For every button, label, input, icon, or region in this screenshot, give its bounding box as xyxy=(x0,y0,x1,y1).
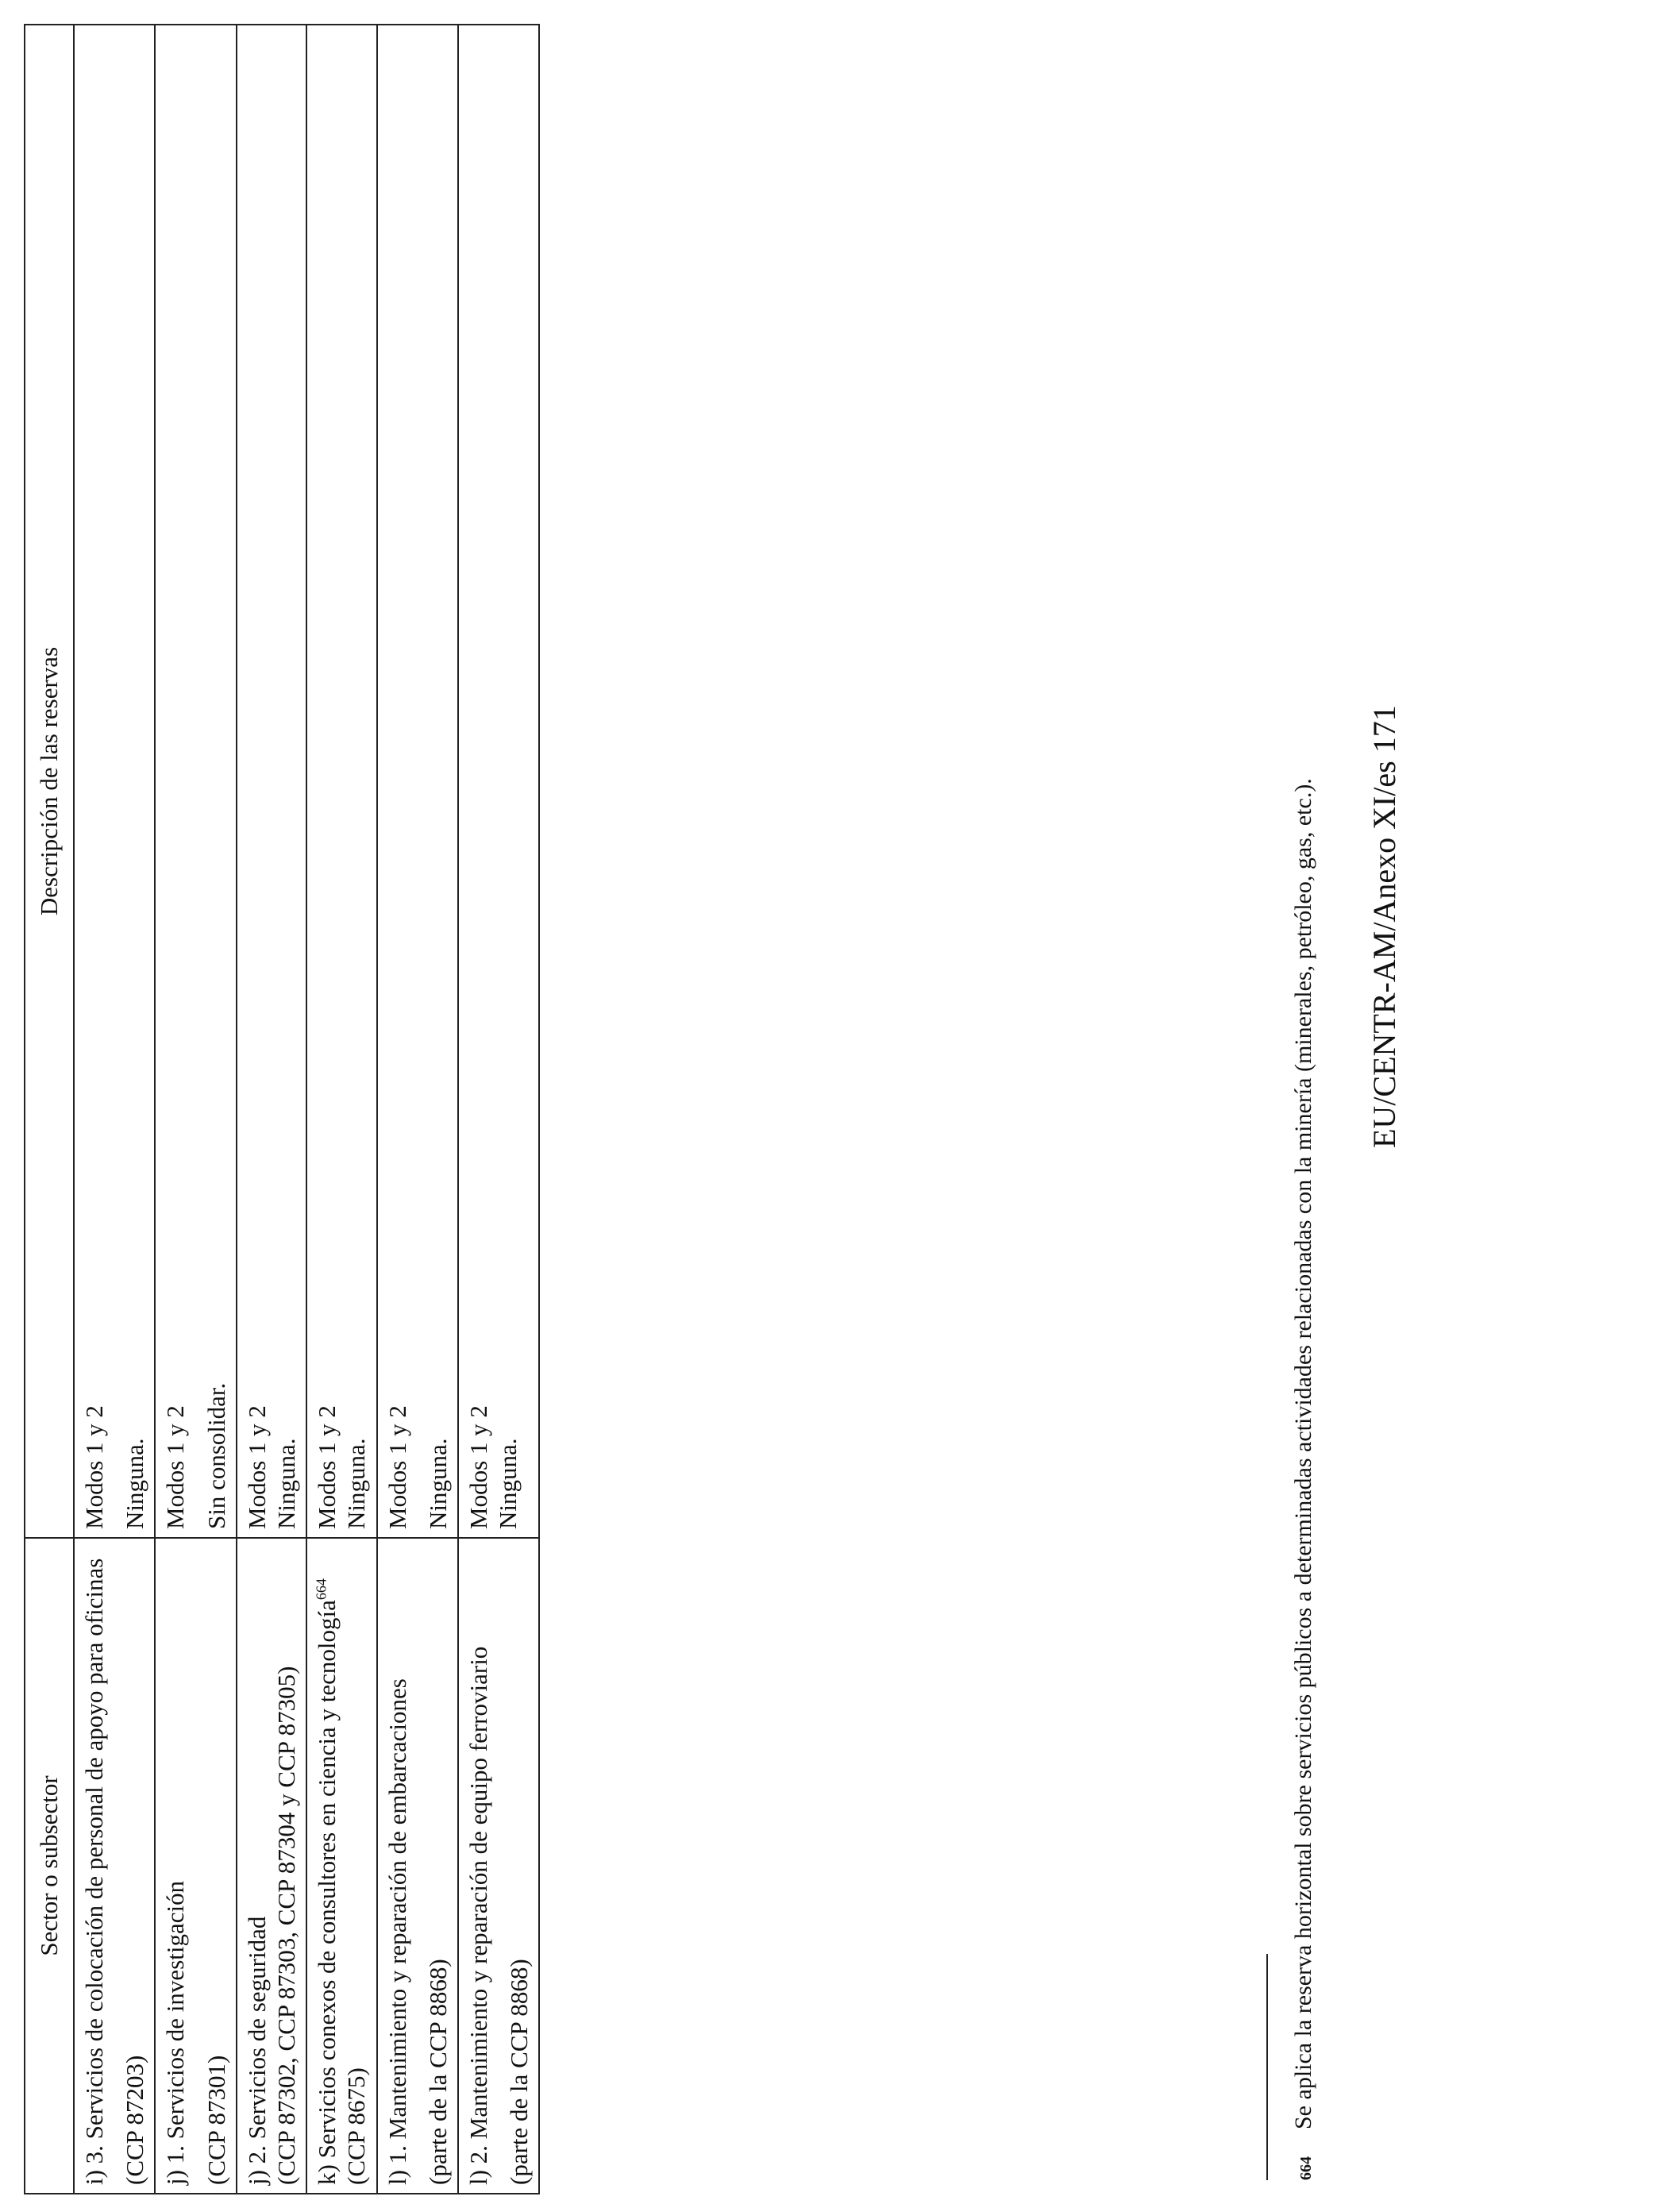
footnote-number: 664 xyxy=(1297,2156,1315,2180)
footnote xyxy=(1290,778,1317,2180)
modes-label: Modos 1 y 2 xyxy=(383,1405,411,1529)
sector-cell xyxy=(377,1538,458,2194)
description-cell xyxy=(155,1222,236,1538)
sector-title: l) 1. Mantenimiento y reparación de embarcaciones xyxy=(383,1678,411,2185)
reservation-value: Sin consolidar. xyxy=(202,1382,230,1529)
table-row xyxy=(377,25,458,2194)
reservation-value: Ninguna. xyxy=(423,1438,452,1529)
sector-cell xyxy=(155,1538,236,2194)
sector-title: l) 2. Mantenimiento y reparación de equipo ferroviario xyxy=(464,1646,492,2185)
sector-code: (CCP 87203) xyxy=(121,2055,149,2185)
footnote-ref: 664 xyxy=(313,1578,329,1601)
sector-cell xyxy=(458,1538,539,2194)
description-blank xyxy=(237,25,306,1222)
sector-title-text: k) Servicios conexos de consultores en ciencia y tecnología xyxy=(313,1600,341,2185)
footnote-text: Se aplica la reserva horizontal sobre servicios públicos a determinadas actividades relacionadas con la minería (minerales, petróleo, gas, etc.). xyxy=(1290,778,1316,2129)
sector-code: (parte de la CCP 8868) xyxy=(423,1959,452,2185)
description-cell xyxy=(458,1222,539,1538)
description-cell xyxy=(377,1222,458,1538)
reservation-value: Ninguna. xyxy=(342,1438,371,1529)
description-blank xyxy=(74,25,155,1222)
sector-cell xyxy=(74,1538,155,2194)
header-description: Descripción de las reservas xyxy=(25,25,74,1538)
sector-code: (CCP 87301) xyxy=(202,2055,230,2185)
sector-title xyxy=(312,1547,341,2185)
description-blank xyxy=(306,25,376,1222)
modes-label: Modos 1 y 2 xyxy=(242,1405,271,1529)
description-blank xyxy=(155,25,236,1222)
footnote-divider xyxy=(1266,1954,1268,2180)
description-blank xyxy=(377,25,458,1222)
table-row xyxy=(306,25,376,2194)
modes-label: Modos 1 y 2 xyxy=(161,1405,190,1529)
sector-cell xyxy=(306,1538,376,2194)
table-row xyxy=(155,25,236,2194)
sector-code: (CCP 87302, CCP 87303, CCP 87304 y CCP 87305) xyxy=(272,1666,300,2185)
reservation-value: Ninguna. xyxy=(272,1438,300,1529)
modes-label: Modos 1 y 2 xyxy=(313,1405,341,1529)
header-sector: Sector o subsector xyxy=(25,1538,74,2194)
reservations-table xyxy=(24,24,540,2194)
reservation-value: Ninguna. xyxy=(121,1438,149,1529)
description-cell xyxy=(306,1222,376,1538)
reservation-value: Ninguna. xyxy=(494,1438,522,1529)
sector-title: j) 1. Servicios de investigación xyxy=(161,1880,190,2185)
table-row xyxy=(74,25,155,2194)
sector-title: i) 3. Servicios de colocación de personal de apoyo para oficinas xyxy=(80,1558,108,2185)
description-cell xyxy=(74,1222,155,1538)
table-row xyxy=(458,25,539,2194)
table-row xyxy=(237,25,306,2194)
description-cell xyxy=(237,1222,306,1538)
modes-label: Modos 1 y 2 xyxy=(464,1405,492,1529)
description-blank xyxy=(458,25,539,1222)
table-header-row xyxy=(25,25,74,2194)
sector-code: (CCP 8675) xyxy=(342,2067,371,2185)
sector-title: j) 2. Servicios de seguridad xyxy=(242,1916,271,2185)
page-footer: EU/CENTR-AM/Anexo XI/es 171 xyxy=(1366,705,1402,1148)
sector-code: (parte de la CCP 8868) xyxy=(505,1959,534,2185)
sector-cell xyxy=(237,1538,306,2194)
modes-label: Modos 1 y 2 xyxy=(80,1405,108,1529)
